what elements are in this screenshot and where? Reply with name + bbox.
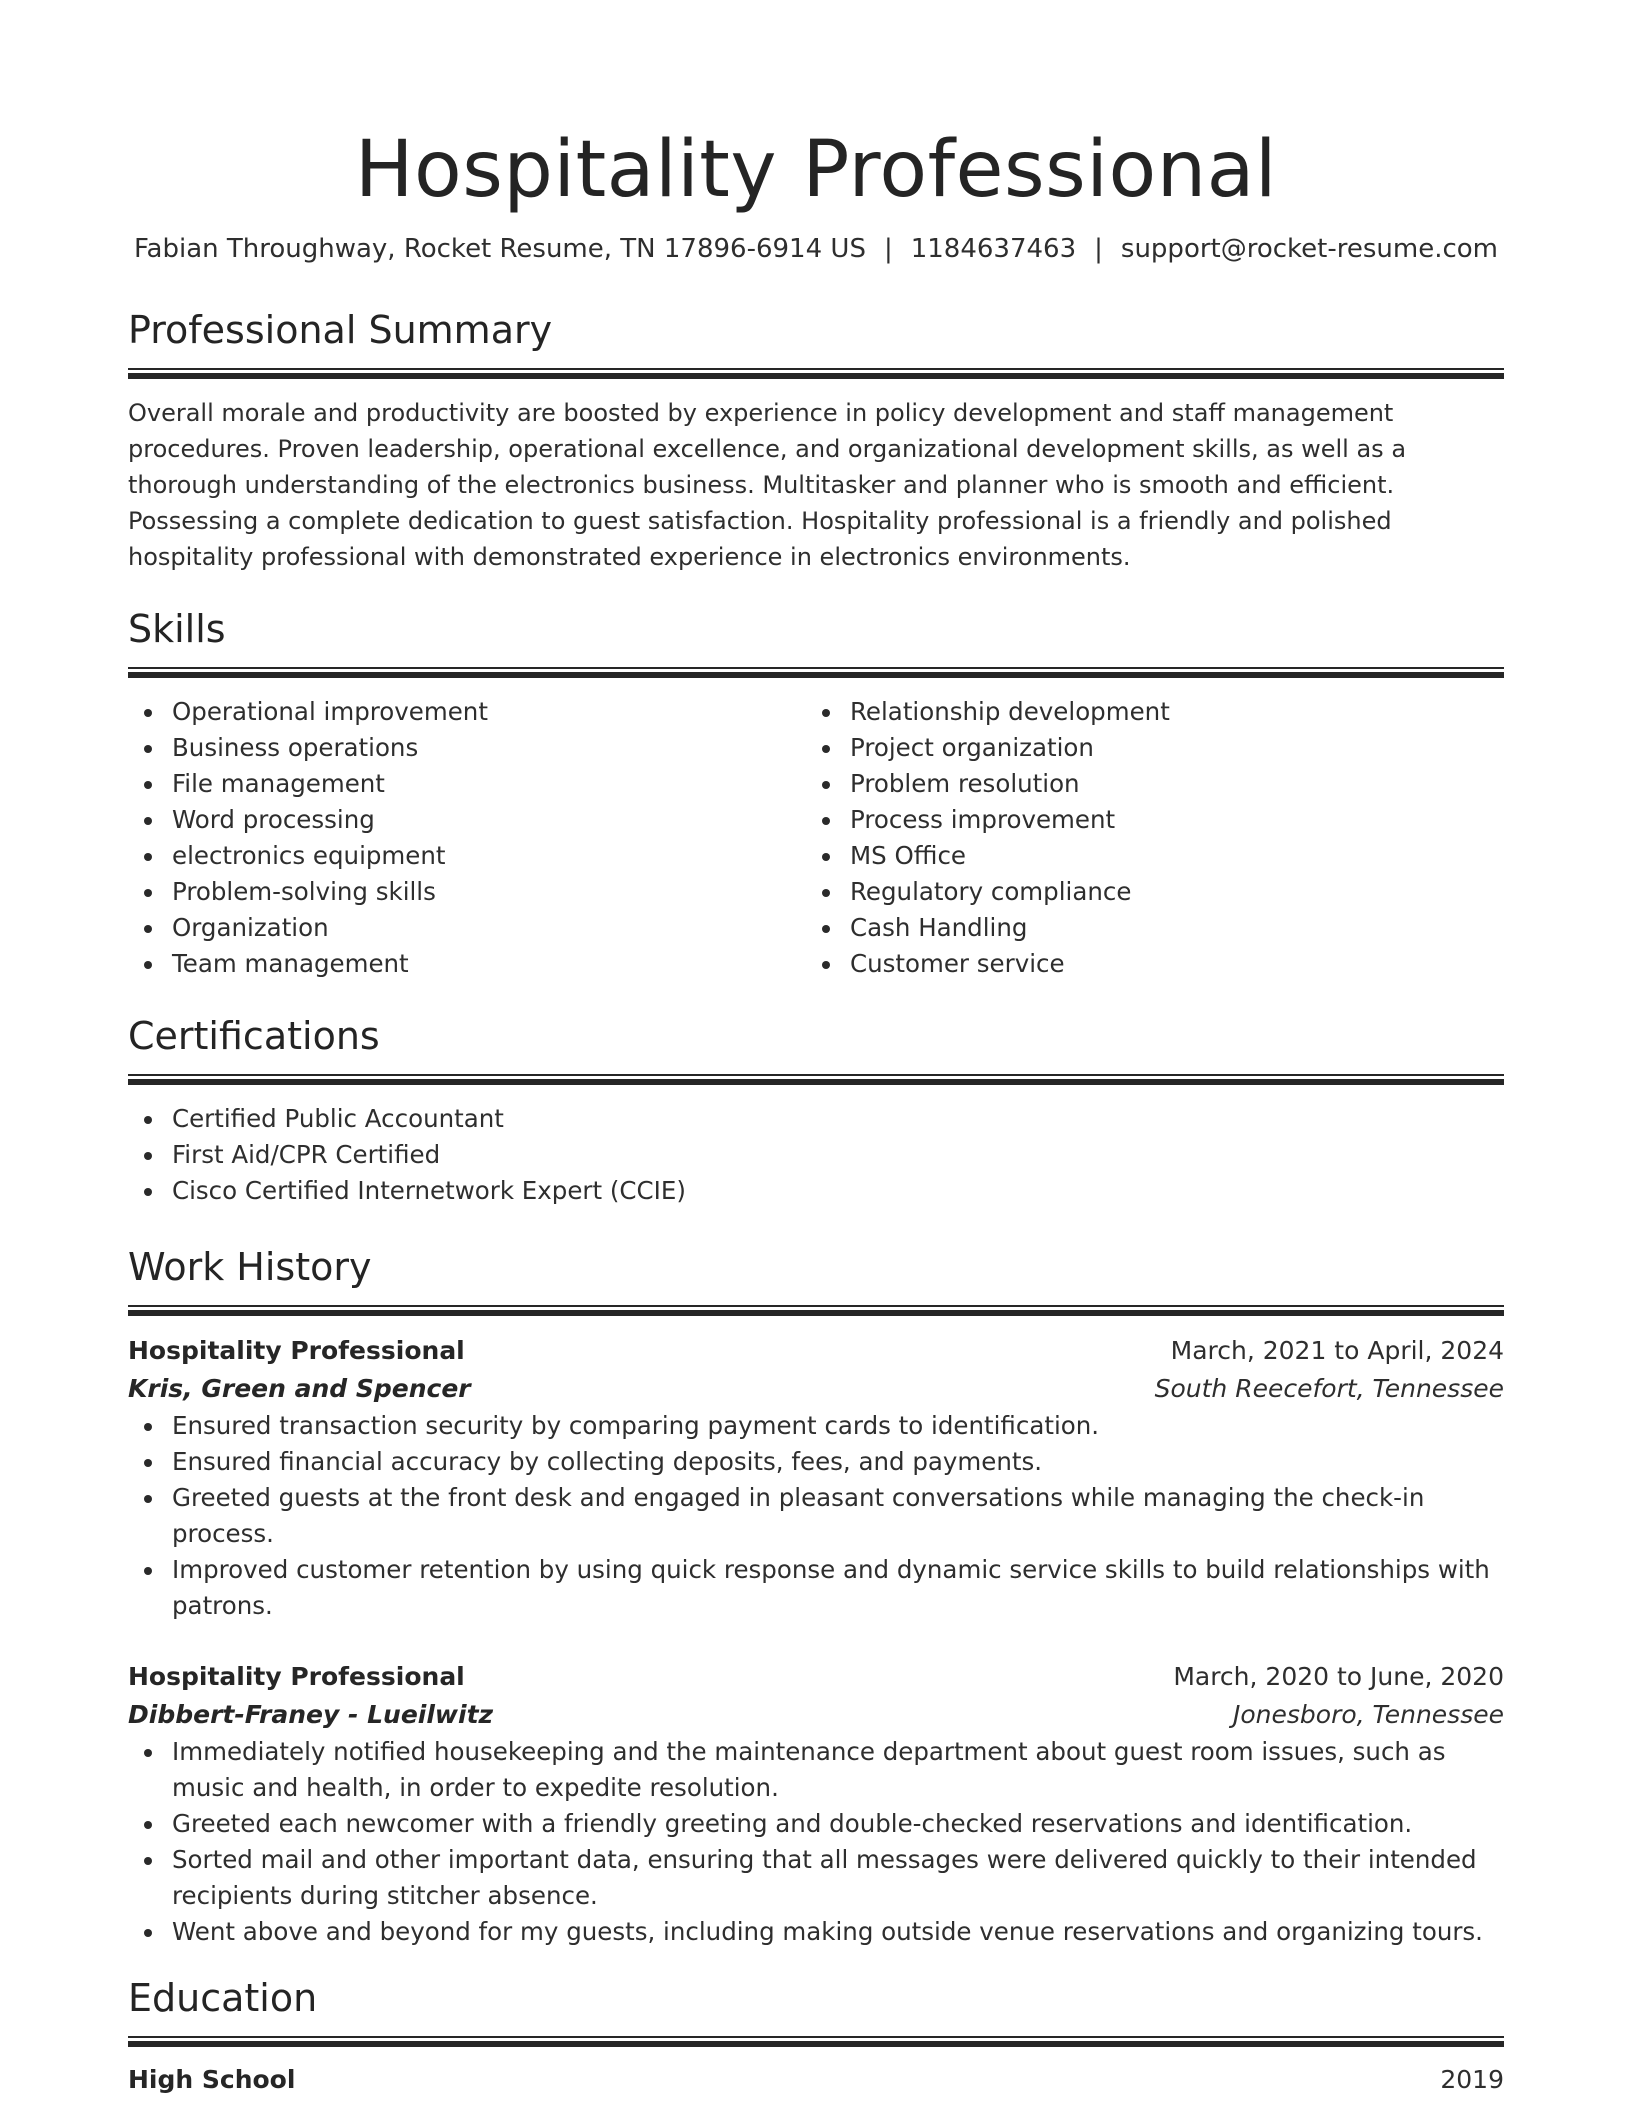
certification-item: First Aid/CPR Certified <box>172 1137 1504 1173</box>
skills-section <box>128 605 1504 982</box>
job-location: South Reecefort, Tennessee <box>1154 1374 1504 1403</box>
contact-phone: 1184637463 <box>910 234 1077 264</box>
section-divider <box>128 1074 1504 1085</box>
job-entry <box>128 1332 1504 1624</box>
education-degree: High School <box>128 2065 296 2094</box>
work-history-heading: Work History <box>128 1245 372 1289</box>
certifications-list <box>128 1101 1504 1209</box>
skill-item: Relationship development <box>850 694 1484 730</box>
resume-page <box>128 0 1504 2099</box>
contact-email: support@rocket-resume.com <box>1120 234 1499 264</box>
job-duty: Ensured financial accuracy by collecting deposits, fees, and payments. <box>172 1444 1504 1480</box>
skills-column-left <box>128 694 806 982</box>
skills-heading: Skills <box>128 607 226 651</box>
section-divider <box>128 2036 1504 2047</box>
skill-item: File management <box>172 766 806 802</box>
skill-item: Problem-solving skills <box>172 874 806 910</box>
job-title: Hospitality Professional <box>128 1662 465 1691</box>
summary-heading: Professional Summary <box>128 308 553 352</box>
skill-item: Problem resolution <box>850 766 1484 802</box>
job-header <box>128 1332 1504 1370</box>
contact-separator: | <box>1094 234 1103 264</box>
certification-item: Certified Public Accountant <box>172 1101 1504 1137</box>
summary-section <box>128 306 1504 575</box>
skills-list-right <box>806 694 1484 982</box>
job-duty: Greeted each newcomer with a friendly greeting and double-checked reservations and identification. <box>172 1806 1504 1842</box>
section-divider <box>128 667 1504 678</box>
section-divider <box>128 1305 1504 1316</box>
summary-text: Overall morale and productivity are boosted by experience in policy development and staff management procedures. Proven leadership, operational excellence, and organizational development skills, as well as a thorough understanding of the electronics business. Multitasker and planner who is smooth and efficient. Possessing a complete dedication to guest satisfaction. Hospitality professional is a friendly and polished hospitality professional with demonstrated experience in electronics environments. <box>128 399 1407 571</box>
job-dates: March, 2021 to April, 2024 <box>1170 1336 1504 1365</box>
skill-item: Word processing <box>172 802 806 838</box>
job-duty: Improved customer retention by using quick response and dynamic service skills to build relationships with patrons. <box>172 1552 1504 1624</box>
skill-item: Customer service <box>850 946 1484 982</box>
skill-item: Business operations <box>172 730 806 766</box>
skill-item: MS Office <box>850 838 1484 874</box>
skill-item: electronics equipment <box>172 838 806 874</box>
job-company: Dibbert-Franey - Lueilwitz <box>128 1700 494 1729</box>
certification-item: Cisco Certified Internetwork Expert (CCIE) <box>172 1173 1504 1209</box>
job-title: Hospitality Professional <box>128 1336 465 1365</box>
skills-grid <box>128 694 1504 982</box>
job-duty: Immediately notified housekeeping and the maintenance department about guest room issues, such as music and health, in order to expedite resolution. <box>172 1734 1504 1806</box>
job-entry <box>128 1658 1504 1950</box>
contact-address: Fabian Throughway, Rocket Resume, TN 17896-6914 US <box>133 234 866 264</box>
job-duty: Went above and beyond for my guests, including making outside venue reservations and organizing tours. <box>172 1914 1504 1950</box>
job-dates: March, 2020 to June, 2020 <box>1173 1662 1504 1691</box>
job-subheader <box>128 1696 1504 1734</box>
certifications-section <box>128 1012 1504 1209</box>
skill-item: Cash Handling <box>850 910 1484 946</box>
job-duties-list <box>128 1734 1504 1950</box>
job-duty: Ensured transaction security by comparing payment cards to identification. <box>172 1408 1504 1444</box>
work-history-section <box>128 1243 1504 1950</box>
skill-item: Organization <box>172 910 806 946</box>
education-year: 2019 <box>1440 2065 1504 2094</box>
education-heading: Education <box>128 1976 318 2020</box>
skill-item: Team management <box>172 946 806 982</box>
job-subheader <box>128 1370 1504 1408</box>
skill-item: Regulatory compliance <box>850 874 1484 910</box>
education-section <box>128 1974 1504 2099</box>
resume-name: Hospitality Professional <box>354 125 1278 215</box>
job-duties-list <box>128 1408 1504 1624</box>
skills-list-left <box>128 694 806 982</box>
skill-item: Process improvement <box>850 802 1484 838</box>
job-header <box>128 1658 1504 1696</box>
contact-separator: | <box>883 234 893 264</box>
job-location: Jonesboro, Tennessee <box>1233 1700 1504 1729</box>
skill-item: Project organization <box>850 730 1484 766</box>
skill-item: Operational improvement <box>172 694 806 730</box>
certifications-heading: Certifications <box>128 1014 380 1058</box>
section-divider <box>128 368 1504 379</box>
job-company: Kris, Green and Spencer <box>128 1374 471 1403</box>
contact-line <box>128 232 1504 266</box>
skills-column-right <box>806 694 1484 982</box>
job-duty: Greeted guests at the front desk and engaged in pleasant conversations while managing the check-in process. <box>172 1480 1504 1552</box>
job-duty: Sorted mail and other important data, ensuring that all messages were delivered quickly to their intended recipients during stitcher absence. <box>172 1842 1504 1914</box>
education-entry <box>128 2061 1504 2099</box>
